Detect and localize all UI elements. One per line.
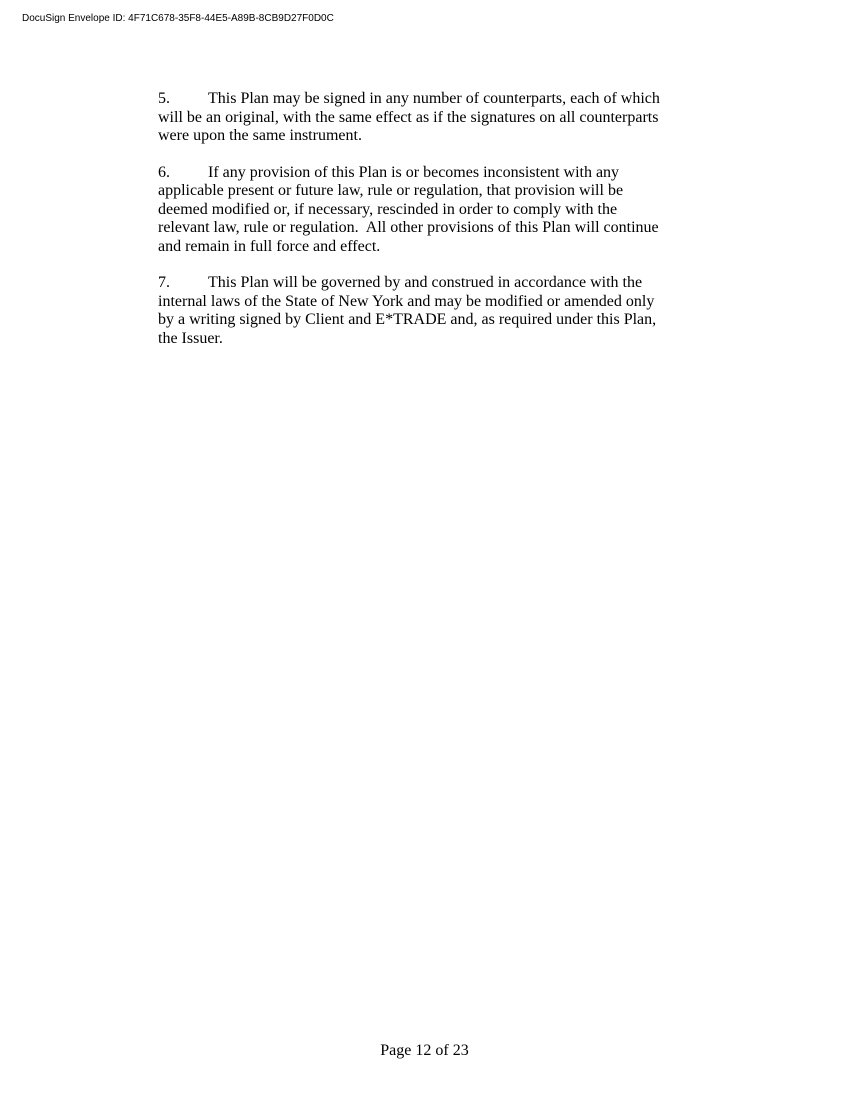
paragraph-line: the Issuer. xyxy=(158,329,223,347)
paragraph-line xyxy=(158,164,692,183)
paragraph-line: relevant law, rule or regulation. All other provisions of this Plan will continue xyxy=(158,219,659,236)
paragraph-line: by a writing signed by Client and E*TRADE and, as required under this Plan, xyxy=(158,311,657,328)
paragraph-text: If any provision of this Plan is or becomes inconsistent with any xyxy=(208,163,620,181)
paragraph-line: will be an original, with the same effect as if the signatures on all counterparts xyxy=(158,108,659,126)
document-body xyxy=(158,90,692,366)
paragraph-text: This Plan will be governed by and construed in accordance with the xyxy=(208,274,643,291)
paragraph-line: applicable present or future law, rule or regulation, that provision will be xyxy=(158,182,624,199)
paragraph-line: were upon the same instrument. xyxy=(158,127,362,144)
paragraph-line: internal laws of the State of New York and may be modified or amended only xyxy=(158,292,655,310)
paragraph-6 xyxy=(158,164,692,257)
paragraph-5 xyxy=(158,90,692,146)
paragraph-number: 7. xyxy=(158,274,170,291)
paragraph-line: deemed modified or, if necessary, rescinded in order to comply with the xyxy=(158,200,618,218)
paragraph-number: 5. xyxy=(158,90,170,107)
paragraph-text: This Plan may be signed in any number of counterparts, each of which xyxy=(208,90,660,107)
paragraph-line xyxy=(158,90,692,109)
envelope-id-header: DocuSign Envelope ID: 4F71C678-35F8-44E5-A89B-8CB9D27F0D0C xyxy=(22,13,334,24)
paragraph-7 xyxy=(158,274,692,348)
paragraph-line xyxy=(158,274,692,293)
paragraph-line: and remain in full force and effect. xyxy=(158,237,381,255)
paragraph-number: 6. xyxy=(158,163,170,181)
page-number: Page 12 of 23 xyxy=(380,1042,469,1059)
